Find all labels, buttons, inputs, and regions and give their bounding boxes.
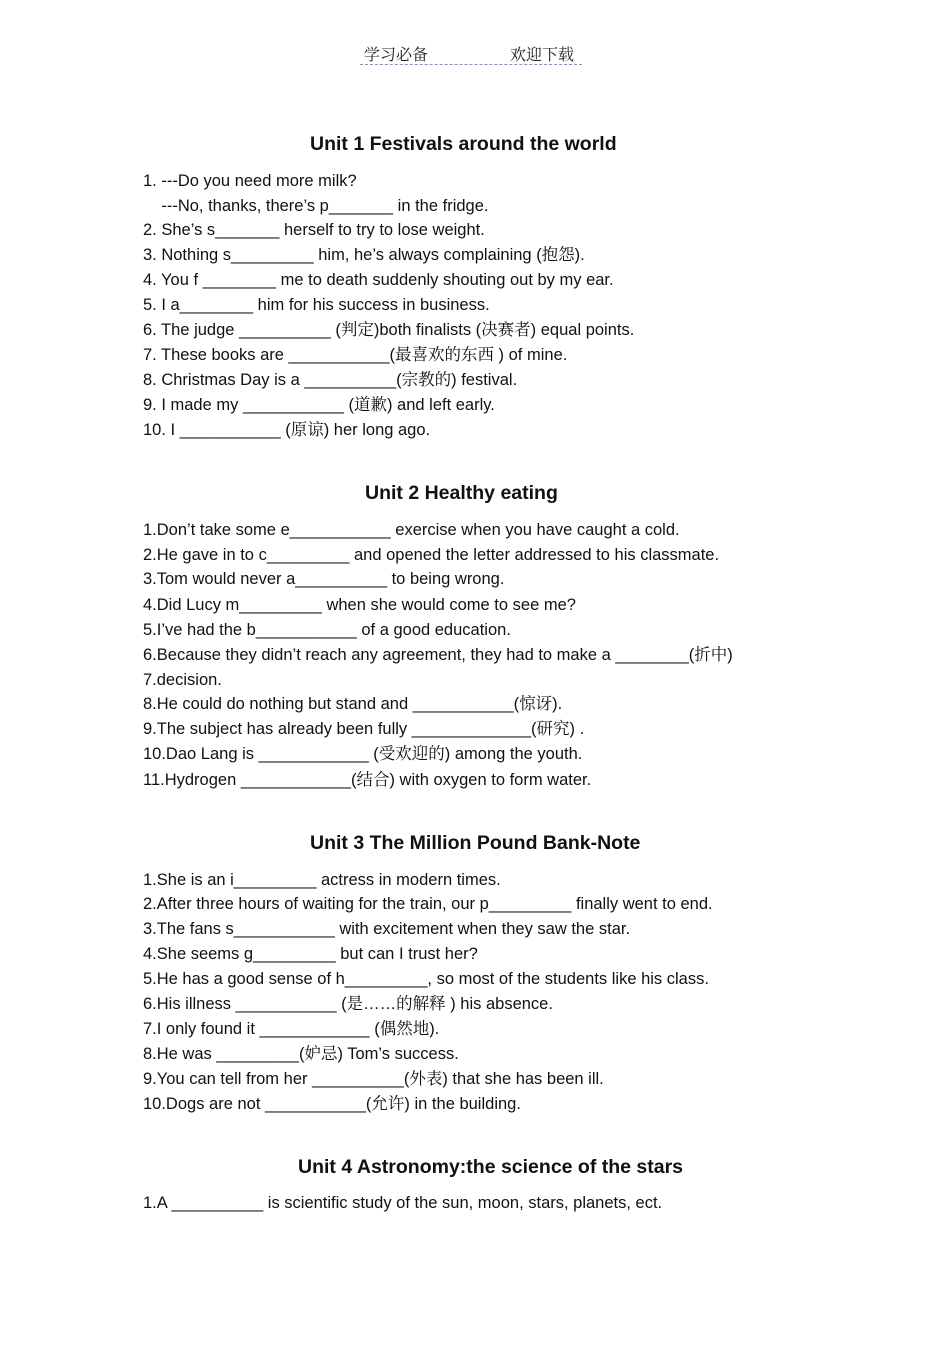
unit-1-question: 8. Christmas Day is a __________(宗教的) festival. (143, 371, 518, 389)
unit-3-question: 7.I only found it ____________ (偶然地). (143, 1020, 440, 1038)
unit-2-question: 5.I’ve had the b___________ of a good education. (143, 621, 511, 639)
unit-1-question: 9. I made my ___________ (道歉) and left early. (143, 396, 495, 414)
unit-2-question: 1.Don’t take some e___________ exercise when you have caught a cold. (143, 521, 680, 539)
unit-3-question: 3.The fans s___________ with excitement when they saw the star. (143, 920, 631, 938)
unit-1-question: 6. The judge __________ (判定)both finalists (决赛者) equal points. (143, 321, 635, 339)
unit-2-title: Unit 2 Healthy eating (365, 482, 558, 504)
header-left-text: 学习必备 (364, 45, 429, 64)
unit-2-question: 7.decision. (143, 671, 222, 689)
unit-2-question: 4.Did Lucy m_________ when she would come to see me? (143, 596, 576, 614)
unit-1-title: Unit 1 Festivals around the world (310, 133, 617, 155)
unit-2-question: 6.Because they didn’t reach any agreement, they had to make a ________(折中) (143, 646, 733, 664)
unit-3-question: 10.Dogs are not ___________(允许) in the building. (143, 1095, 521, 1113)
unit-1-question: 7. These books are ___________(最喜欢的东西 ) of mine. (143, 346, 568, 364)
unit-3-question: 5.He has a good sense of h_________, so most of the students like his class. (143, 970, 709, 988)
unit-1-question: 5. I a________ him for his success in business. (143, 296, 490, 314)
unit-2-question: 9.The subject has already been fully _____________(研究) . (143, 720, 585, 738)
unit-3-question: 8.He was _________(妒忌) Tom’s success. (143, 1045, 459, 1063)
unit-2-question: 3.Tom would never a__________ to being wrong. (143, 570, 505, 588)
unit-1-question: 10. I ___________ (原谅) her long ago. (143, 421, 431, 439)
unit-1-question: 4. You f ________ me to death suddenly shouting out by my ear. (143, 271, 614, 289)
unit-1-question: ---No, thanks, there’s p_______ in the fridge. (143, 197, 489, 215)
unit-2-question: 10.Dao Lang is ____________ (受欢迎的) among the youth. (143, 745, 583, 763)
unit-2-question: 2.He gave in to c_________ and opened the letter addressed to his classmate. (143, 546, 720, 564)
unit-1-question: 3. Nothing s_________ him, he’s always complaining (抱怨). (143, 246, 585, 264)
unit-2-question: 8.He could do nothing but stand and ___________(惊讶). (143, 695, 563, 713)
unit-3-question: 6.His illness ___________ (是……的解释 ) his absence. (143, 995, 553, 1013)
unit-3-question: 4.She seems g_________ but can I trust her? (143, 945, 478, 963)
unit-4-question: 1.A __________ is scientific study of the sun, moon, stars, planets, ect. (143, 1194, 663, 1212)
header-right-text: 欢迎下载 (510, 45, 575, 64)
unit-4-title: Unit 4 Astronomy:the science of the stars (298, 1156, 684, 1178)
unit-3-question: 9.You can tell from her __________(外表) that she has been ill. (143, 1070, 604, 1088)
unit-3-question: 2.After three hours of waiting for the train, our p_________ finally went to end. (143, 895, 713, 913)
unit-2-question: 11.Hydrogen ____________(结合) with oxygen to form water. (143, 771, 592, 789)
unit-3-question: 1.She is an i_________ actress in modern times. (143, 871, 501, 889)
unit-3-title: Unit 3 The Million Pound Bank-Note (310, 832, 641, 854)
unit-1-question: 1. ---Do you need more milk? (143, 172, 357, 190)
unit-1-question: 2. She’s s_______ herself to try to lose weight. (143, 221, 485, 239)
page-header (360, 40, 582, 65)
